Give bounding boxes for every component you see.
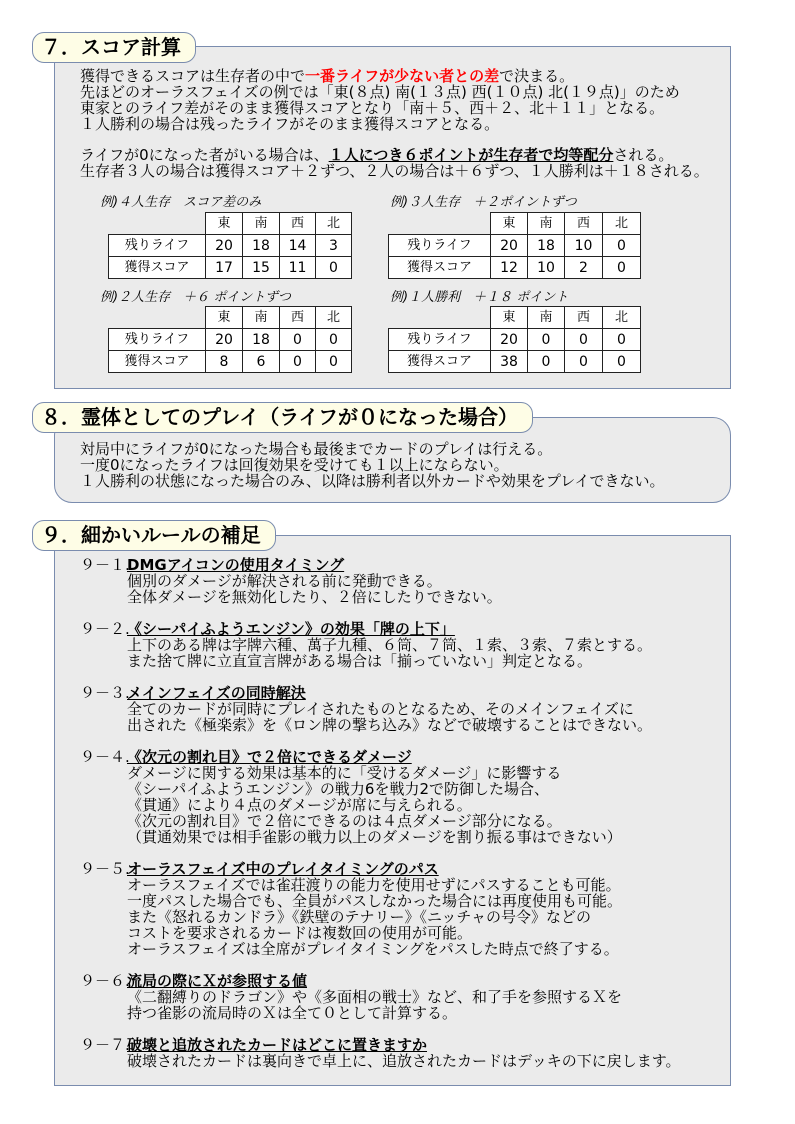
- details-section-body: [80, 557, 681, 1085]
- zero-life-line: [80, 147, 709, 163]
- value-cell: 17: [206, 257, 243, 279]
- column-header-north: 北: [316, 213, 352, 235]
- table-header-row: [389, 213, 641, 235]
- row-label: 残りライフ: [389, 329, 491, 351]
- score-example-table: [388, 212, 641, 279]
- score-example-line: 東家とのライフ差がそのまま獲得スコアとなり「南＋５、西＋２、北＋１１」となる。: [80, 99, 665, 117]
- value-cell: 18: [243, 235, 280, 257]
- value-cell: 2: [565, 257, 603, 279]
- rule-item: [80, 557, 681, 605]
- value-cell: 20: [206, 235, 243, 257]
- rule-number: ９－５.: [80, 860, 130, 878]
- rule-title-line: [80, 685, 681, 701]
- column-header-north: 北: [316, 307, 352, 329]
- rule-title: オーラスフェイズ中のプレイタイミングのパス: [127, 860, 439, 878]
- table-corner-cell: [389, 213, 491, 235]
- score-section-body: [80, 68, 709, 179]
- ghost-play-line: 一度0になったライフは回復効果を受けても１以上にならない。: [80, 456, 509, 474]
- paragraph-spacer: [80, 132, 709, 147]
- score-rule-text: 獲得できるスコアは生存者の中で: [80, 67, 306, 85]
- rule-text: 《貫通》により４点のダメージが席に与えられる。: [127, 796, 472, 814]
- score-example-table: [108, 306, 352, 373]
- rule-title: 《次元の割れ目》で２倍にできるダメージ: [127, 748, 412, 766]
- score-rule-highlight: 一番ライフが少ない者との差: [305, 67, 500, 85]
- value-cell: 0: [280, 329, 316, 351]
- table-row-remaining-life: [389, 235, 641, 257]
- column-header-west: 西: [280, 213, 316, 235]
- value-cell: 0: [316, 329, 352, 351]
- value-cell: 0: [565, 329, 603, 351]
- rule-number: ９－４.: [80, 748, 130, 766]
- rule-text: 全体ダメージを無効化したり、２倍にしたりできない。: [127, 588, 502, 606]
- table-header-row: [389, 307, 641, 329]
- column-header-east: 東: [491, 213, 528, 235]
- rule-number: ９－１.: [80, 556, 130, 574]
- value-cell: 0: [280, 351, 316, 373]
- table-caption: 例)３人生存 ＋２ポイントずつ: [390, 195, 577, 210]
- table-header-row: [109, 213, 352, 235]
- rule-text: 《二翻縛りのドラゴン》や《多面相の戦士》など、和了手を参照するＸを: [127, 988, 623, 1006]
- table-corner-cell: [109, 213, 206, 235]
- rule-title-line: [80, 861, 681, 877]
- value-cell: 0: [528, 329, 565, 351]
- value-cell: 12: [491, 257, 528, 279]
- row-label: 残りライフ: [109, 235, 206, 257]
- table-row-earned-score: [109, 351, 352, 373]
- row-label: 獲得スコア: [389, 351, 491, 373]
- table-header-row: [109, 307, 352, 329]
- table-corner-cell: [109, 307, 206, 329]
- score-example-line: １人勝利の場合は残ったライフがそのまま獲得スコアとなる。: [80, 115, 500, 133]
- rule-item: [80, 861, 681, 957]
- ghost-play-section-body: [80, 441, 665, 489]
- rule-title-line: [80, 749, 681, 765]
- rule-title: 《シーパイふようエンジン》の効果「牌の上下」: [127, 620, 455, 638]
- value-cell: 10: [565, 235, 603, 257]
- rule-text: ダメージに関する効果は基本的に「受けるダメージ」に影響する: [127, 764, 562, 782]
- rule-text: 《次元の割れ目》で２倍にできるのは４点ダメージ部分になる。: [127, 812, 562, 830]
- rule-item: [80, 685, 681, 733]
- value-cell: 10: [528, 257, 565, 279]
- score-rule-line: [80, 68, 709, 84]
- value-cell: 0: [603, 351, 641, 373]
- rule-title: DMGアイコンの使用タイミング: [127, 556, 345, 574]
- value-cell: 18: [243, 329, 280, 351]
- bonus-line: 生存者３人の場合は獲得スコア＋２ずつ、２人の場合は＋６ずつ、１人勝利は＋１８される。: [80, 162, 709, 180]
- rule-text: オーラスフェイズでは雀荘渡りの能力を使用せずにパスすることも可能。: [127, 876, 621, 894]
- value-cell: 6: [243, 351, 280, 373]
- column-header-south: 南: [243, 213, 280, 235]
- table-row-earned-score: [109, 257, 352, 279]
- row-label: 残りライフ: [389, 235, 491, 257]
- table-row-remaining-life: [109, 329, 352, 351]
- column-header-south: 南: [528, 307, 565, 329]
- score-example-table: [388, 306, 641, 373]
- rule-text: 一度パスした場合でも、全員がパスしなかった場合には再度使用も可能。: [127, 892, 623, 910]
- value-cell: 0: [603, 235, 641, 257]
- rule-text: また捨て牌に立直宣言牌がある場合は「揃っていない」判定となる。: [127, 652, 593, 670]
- rule-text: （貫通効果では相手雀影の戦力以上のダメージを割り振る事はできない）: [127, 828, 622, 846]
- rule-text: また《怒れるカンドラ》《鉄壁のテナリー》《ニッチャの号令》などの: [127, 908, 591, 926]
- value-cell: 11: [280, 257, 316, 279]
- rule-text: 上下のある牌は字牌六種、萬子九種、６筒、７筒、１索、３索、７索とする。: [127, 636, 653, 654]
- column-header-south: 南: [528, 213, 565, 235]
- ghost-play-line: １人勝利の状態になった場合のみ、以降は勝利者以外カードや効果をプレイできない。: [80, 472, 665, 490]
- score-example-line: 先ほどのオーラスフェイズの例では「東(８点) 南(１３点) 西(１０点) 北(１９点)」のため: [80, 83, 680, 101]
- rule-item: [80, 973, 681, 1021]
- rule-item: [80, 1037, 681, 1069]
- rule-title: 流局の際にＸが参照する値: [127, 972, 308, 990]
- table-corner-cell: [389, 307, 491, 329]
- table-caption: 例)４人生存 スコア差のみ: [100, 195, 262, 210]
- row-label: 獲得スコア: [389, 257, 491, 279]
- rule-number: ９－７.: [80, 1036, 130, 1054]
- value-cell: 8: [206, 351, 243, 373]
- rule-item: [80, 621, 681, 669]
- row-label: 獲得スコア: [109, 257, 206, 279]
- column-header-south: 南: [243, 307, 280, 329]
- value-cell: 0: [603, 329, 641, 351]
- row-label: 残りライフ: [109, 329, 206, 351]
- table-row-remaining-life: [389, 329, 641, 351]
- table-row-remaining-life: [109, 235, 352, 257]
- rule-title-line: [80, 1037, 681, 1053]
- rule-item: [80, 749, 681, 845]
- rule-title-line: [80, 557, 681, 573]
- score-section-heading: ７．スコア計算: [32, 32, 196, 63]
- score-rule-text-end: で決まる。: [499, 67, 575, 85]
- value-cell: 0: [603, 257, 641, 279]
- value-cell: 18: [528, 235, 565, 257]
- column-header-north: 北: [603, 213, 641, 235]
- zero-life-text-end: される。: [613, 146, 674, 164]
- value-cell: 0: [316, 257, 352, 279]
- value-cell: 38: [491, 351, 528, 373]
- zero-life-text: ライフが0になった者がいる場合は、: [80, 146, 329, 164]
- column-header-north: 北: [603, 307, 641, 329]
- column-header-west: 西: [565, 307, 603, 329]
- table-caption: 例)１人勝利 ＋１８ ポイント: [390, 290, 569, 305]
- rule-number: ９－２.: [80, 620, 130, 638]
- rule-text: 《シーパイふようエンジン》の戦力6を戦力2で防御した場合、: [127, 780, 549, 798]
- value-cell: 0: [565, 351, 603, 373]
- rule-text: オーラスフェイズは全席がプレイタイミングをパスした時点で終了する。: [127, 940, 619, 958]
- value-cell: 3: [316, 235, 352, 257]
- rule-text: 持つ雀影の流局時のＸは全て０として計算する。: [127, 1004, 458, 1022]
- table-row-earned-score: [389, 257, 641, 279]
- table-row-earned-score: [389, 351, 641, 373]
- column-header-east: 東: [206, 213, 243, 235]
- value-cell: 20: [206, 329, 243, 351]
- column-header-east: 東: [206, 307, 243, 329]
- rule-title: 破壊と追放されたカードはどこに置きますか: [127, 1036, 428, 1054]
- details-section-heading: ９．細かいルールの補足: [32, 520, 276, 551]
- ghost-play-line: 対局中にライフが0になった場合も最後までカードのプレイは行える。: [80, 440, 553, 458]
- row-label: 獲得スコア: [109, 351, 206, 373]
- rule-title-line: [80, 621, 681, 637]
- rule-text: コストを要求されるカードは複数回の使用が可能。: [127, 924, 473, 942]
- value-cell: 0: [528, 351, 565, 373]
- rule-title: メインフェイズの同時解決: [127, 684, 306, 702]
- column-header-west: 西: [565, 213, 603, 235]
- table-caption: 例)２人生存 ＋６ ポイントずつ: [100, 290, 291, 305]
- value-cell: 20: [491, 329, 528, 351]
- rule-number: ９－６.: [80, 972, 130, 990]
- rule-text: 個別のダメージが解決される前に発動できる。: [127, 572, 442, 590]
- value-cell: 0: [316, 351, 352, 373]
- ghost-play-section-heading: ８．霊体としてのプレイ（ライフが０になった場合）: [32, 402, 533, 433]
- rule-text: 出された《極楽索》を《ロン牌の撃ち込み》などで破壊することはできない。: [127, 716, 653, 734]
- column-header-west: 西: [280, 307, 316, 329]
- rule-text: 破壊されたカードは裏向きで卓上に、追放されたカードはデッキの下に戻します。: [127, 1052, 681, 1070]
- value-cell: 15: [243, 257, 280, 279]
- rule-title-line: [80, 973, 681, 989]
- rule-text: 全てのカードが同時にプレイされたものとなるため、そのメインフェイズに: [127, 700, 634, 718]
- column-header-east: 東: [491, 307, 528, 329]
- value-cell: 14: [280, 235, 316, 257]
- zero-life-highlight: １人につき６ポイントが生存者で均等配分: [328, 146, 614, 164]
- value-cell: 20: [491, 235, 528, 257]
- rule-number: ９－３.: [80, 684, 130, 702]
- score-example-table: [108, 212, 352, 279]
